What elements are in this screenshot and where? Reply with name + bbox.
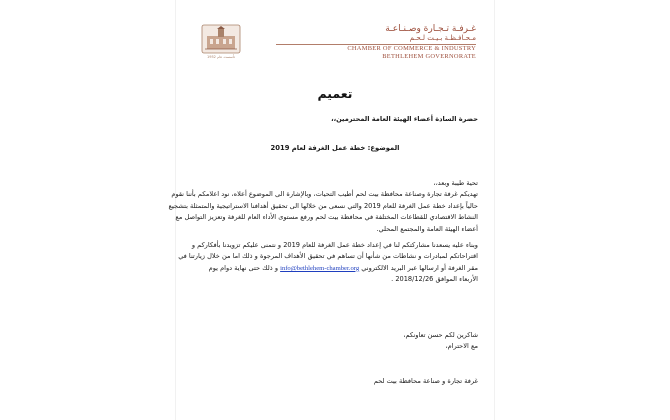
org-name-en: CHAMBER OF COMMERCE & INDUSTRY: [347, 45, 476, 52]
subject-line: الموضوع: خطة عمل الغرفة لعام 2019: [270, 144, 400, 152]
paragraph1-line: تهديكم غرفة تجارة وصناعة محافظة بيت لحم أطيب التحيات، وبالإشارة الى الموضوع أعلاه، نود اعلامكم بأننا نقوم: [171, 190, 478, 199]
paragraph2-line: الأربعاء الموافق 2018/12/26 .: [391, 275, 478, 284]
governorate-en: BETHLEHEM GOVERNORATE: [382, 53, 476, 60]
subject-block: [192, 144, 478, 152]
chamber-logo: [201, 24, 241, 60]
letterhead: [201, 24, 476, 62]
paragraph1-line: أعضاء الهيئة العامة والمجتمع المحلي.: [376, 224, 478, 233]
paragraph2-text: و ذلك حتى نهاية دوام يوم: [208, 263, 278, 272]
body: [168, 178, 478, 286]
closing-block: [192, 330, 478, 353]
paragraph2-line: وبناء عليه يسعدنا مشاركتكم لنا في إعداد خطة عمل الغرفة للعام 2019 و نتمنى عليكم تزويدنا بأفكاركم و: [191, 241, 478, 250]
chamber-emblem-icon: [201, 24, 241, 54]
closing-regards: مع الاحترام،: [445, 342, 478, 351]
brand-block: [276, 24, 476, 61]
paragraph2-line: [192, 263, 478, 274]
closing-thanks: شاكرين لكم حسن تعاونكم،: [403, 331, 478, 339]
paragraph2-line: اقتراحاتكم لمبادرات و نشاطات من شأنها أن تساهم في تحقيق الأهداف المرجوة و ذلك اما من خلال زيارتنا في: [178, 252, 478, 261]
document-title: تعميم: [317, 86, 353, 101]
governorate-ar: مـحـافـظـة بـيـت لـحـم: [409, 34, 476, 42]
letter-page: [168, 0, 494, 420]
greeting: تحية طيبة وبعد،،: [433, 179, 478, 187]
signature: غرفة تجارة و صناعة محافظة بيت لحم: [373, 377, 478, 385]
paragraph1-line: النشاط الاقتصادي للقطاعات المختلفة في محافظة بيت لحم ورفع مستوى الأداء العام للغرفة وتعزيز التواصل مع: [175, 213, 478, 222]
paragraph2-text: مقر الغرفة أو ارسالها عبر البريد الالكتروني: [361, 263, 478, 272]
paragraph1-line: حالياً بإعداد خطة عمل الغرفة للعام 2019 والتي نسعى من خلالها الى تحقيق أهدافنا الاستراتيجية والمتمثلة بتشجيع: [168, 201, 478, 210]
signature-block: [192, 376, 478, 387]
salutation-block: [192, 114, 478, 125]
logo-caption: تأسست عام 1952: [206, 55, 235, 59]
letterhead-divider: [276, 44, 476, 45]
email-link[interactable]: info@bethlehem-chamber.org: [280, 264, 360, 272]
salutation: حضرة السادة أعضاء الهيئة العامة المحترمين،،: [331, 115, 478, 123]
org-name-ar: غـرفـة تـجـارة وصـنـاعـة: [385, 24, 476, 34]
